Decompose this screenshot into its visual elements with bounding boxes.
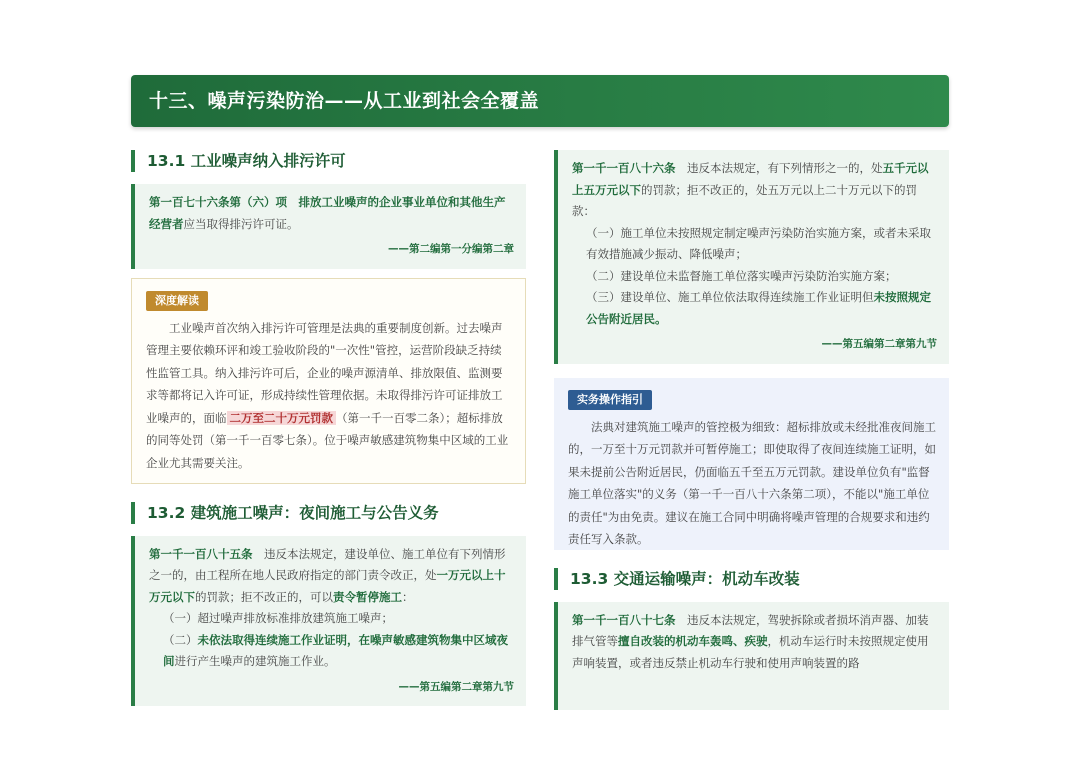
law-text bbox=[149, 192, 514, 235]
law-bold-text: 责令暂停施工 bbox=[333, 589, 402, 604]
law-source: ——第二编第一分编第二章 bbox=[388, 243, 514, 255]
law-bold-text: 一万元以上十万元以下 bbox=[149, 568, 506, 604]
law-article-number: 第一千一百八十七条 bbox=[572, 612, 676, 627]
law-item-1: （一）施工单位未按照规定制定噪声污染防治实施方案，或者未采取有效措施减少振动、降低噪声； bbox=[586, 225, 931, 261]
law-plain-text: 违反本法规定，建设单位、施工单位有下列情形之一的，由工程所在地人民政府指定的部门责令改正，处 bbox=[149, 546, 506, 582]
chapter-title: 十三、噪声污染防治——从工业到社会全覆盖 bbox=[149, 90, 540, 112]
law-source: ——第五编第二章第九节 bbox=[821, 338, 937, 350]
right-column bbox=[554, 150, 949, 710]
law-bold-text: 未按照规定公告附近居民。 bbox=[586, 290, 931, 326]
insight-box bbox=[131, 278, 526, 484]
law-plain-text: 的罚款；拒不改正的，可以 bbox=[195, 589, 333, 604]
law-article-1186 bbox=[554, 150, 949, 364]
law-bold-text: 第一百七十六条第（六）项 排放工业噪声的企业事业单位和其他生产经营者 bbox=[149, 195, 506, 231]
law-plain-text: 进行产生噪声的建筑施工作业。 bbox=[174, 654, 336, 668]
law-plain-text: （二） bbox=[163, 632, 198, 647]
section-heading-13-2: 13.2 建筑施工噪声：夜间施工与公告义务 bbox=[131, 502, 526, 524]
law-article-number: 第一千一百八十六条 bbox=[572, 161, 676, 175]
insight-text-a: 工业噪声首次纳入排污许可管理是法典的重要制度创新。过去噪声管理主要依赖环评和竣工验收阶段的"一次性"管控，运营阶段缺乏持续性监管工具。纳入排污许可后，企业的噪声源清单、排放限值、监测要求等都将记入许可证，形成持续性管理依据。未取得排污许可证排放工业噪声的，面临 bbox=[146, 320, 503, 425]
law-bold-text: 未依法取得连续施工作业证明，在噪声敏感建筑物集中区域夜间 bbox=[163, 632, 508, 668]
chapter-banner bbox=[131, 75, 949, 127]
law-item-3 bbox=[572, 287, 937, 330]
law-source: ——第五编第二章第九节 bbox=[398, 680, 514, 693]
law-item-2: （二）建设单位未监督施工单位落实噪声污染防治实施方案； bbox=[586, 268, 897, 283]
law-bold-text: 五千元以上五万元以下 bbox=[572, 161, 929, 197]
insight-text-b: （第一千一百零二条）；超标排放的同等处罚（第一千一百零七条）。位于噪声敏感建筑物集中区域的工业企业尤其需要关注。 bbox=[146, 410, 509, 470]
law-plain-text: 应当取得排污许可证。 bbox=[183, 216, 299, 231]
law-article-176 bbox=[131, 184, 526, 269]
law-article-number: 第一千一百八十五条 bbox=[149, 546, 253, 561]
law-plain-text: 的罚款；拒不改正的，处五万元以上二十万元以下的罚款： bbox=[572, 182, 917, 218]
law-text bbox=[572, 610, 937, 675]
law-plain-text: ： bbox=[402, 589, 414, 604]
left-column bbox=[131, 150, 526, 706]
law-bold-text: 擅自改装的机动车轰鸣、疾驶 bbox=[618, 634, 768, 648]
law-item-2 bbox=[149, 630, 514, 673]
law-plain-text: 违反本法规定，有下列情形之一的，处 bbox=[675, 161, 883, 175]
practice-tag: 实务操作指引 bbox=[568, 390, 652, 410]
law-plain-text: 违反本法规定，驾驶拆除或者损坏消声器、加装排气管等 bbox=[572, 612, 929, 648]
insight-tag: 深度解读 bbox=[146, 291, 208, 311]
law-article-1185 bbox=[131, 536, 526, 707]
section-heading-13-1: 13.1 工业噪声纳入排污许可 bbox=[131, 150, 526, 172]
law-text bbox=[149, 544, 514, 609]
law-text bbox=[572, 158, 937, 223]
law-item-1: （一）超过噪声排放标准排放建筑施工噪声； bbox=[163, 611, 393, 625]
practice-guide-box bbox=[554, 378, 949, 550]
section-heading-13-3: 13.3 交通运输噪声：机动车改装 bbox=[554, 568, 949, 590]
penalty-highlight: 二万至二十万元罚款 bbox=[227, 411, 337, 425]
insight-text bbox=[146, 317, 513, 475]
law-plain-text: ，机动车运行时未按照规定使用声响装置，或者违反禁止机动车行驶和使用声响装置的路 bbox=[572, 634, 929, 670]
practice-text: 法典对建筑施工噪声的管控极为细致：超标排放或未经批准夜间施工的，一万至十万元罚款并可暂停施工；即使取得了夜间连续施工证明，如果未提前公告附近居民，仍面临五千至五万元罚款。建设单位负有"监督施工单位落实"的义务（第一千一百八十六条第二项），不能以"施工单位的责任"为由免责。建议在施工合同中明确将噪声管理的合规要求和违约责任写入条款。 bbox=[568, 419, 936, 546]
law-plain-text: （三）建设单位、施工单位依法取得连续施工作业证明但 bbox=[586, 290, 874, 304]
law-article-1187 bbox=[554, 602, 949, 710]
